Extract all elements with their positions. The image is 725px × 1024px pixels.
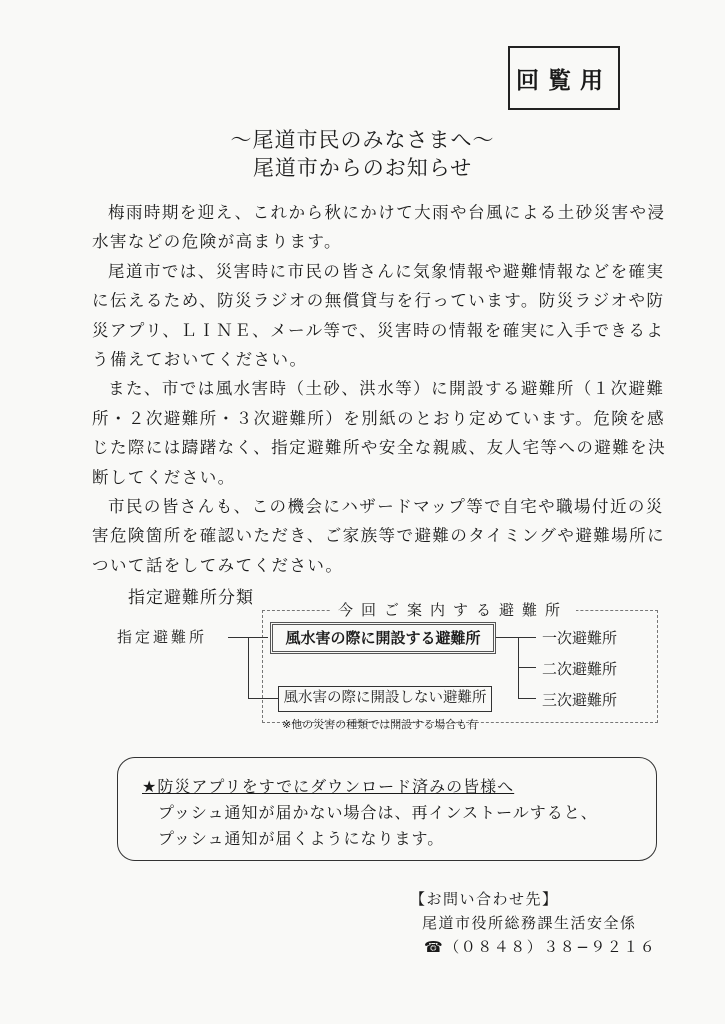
diagram-footnote: ※他の災害の種類では開設する場合も有: [282, 718, 479, 731]
phone-number: （０８４８）３８−９２１６: [444, 938, 657, 956]
paragraph-disaster-radio: [92, 257, 665, 375]
designated-shelter-label: 指定避難所: [117, 628, 208, 646]
app-notice-box: [117, 757, 657, 861]
current-shelters-banner: 今回ご案内する避難所: [330, 599, 576, 620]
body-text: [92, 198, 667, 580]
text-line: 所・２次避難所・３次避難所）を別紙のとおり定めています。危険を感: [92, 408, 666, 428]
text-line: 梅雨時期を迎え、これから秋にかけて大雨や台風による土砂災害や浸: [108, 203, 666, 222]
text-line: じた際には躊躇なく、指定避難所や安全な親戚、友人宅等への避難を決: [92, 438, 667, 458]
page-title-greeting: 〜尾道市民のみなさまへ〜: [230, 128, 495, 152]
open-shelter-box: [270, 622, 496, 654]
level-3-shelter: 三次避難所: [542, 691, 618, 709]
paragraph-hazard-map: [92, 492, 666, 580]
paragraph-evacuation-shelters: [92, 374, 667, 492]
text-line: ついて話をしてみてください。: [92, 555, 344, 575]
text-line: また、市では風水害時（土砂、洪水等）に開設する避難所（１次避難: [108, 379, 665, 399]
level-1-shelter: 一次避難所: [542, 629, 618, 647]
text-line: 市民の皆さんも、この機会にハザードマップ等で自宅や職場付近の災: [108, 497, 664, 517]
diagram-heading: 指定避難所分類: [128, 588, 254, 608]
text-line: 害危険箇所を確認いただき、ご家族等で避難のタイミングや避難場所に: [92, 526, 666, 546]
notice-line: プッシュ通知が届かない場合は、再インストールすると、: [158, 803, 598, 822]
connector-line: [518, 667, 536, 668]
connector-line: [518, 637, 519, 699]
open-shelter-label: 風水害の際に開設する避難所: [285, 629, 481, 647]
contact-phone: [424, 936, 656, 957]
contact-department: 尾道市役所総務課生活安全係: [422, 914, 637, 932]
connector-line: [248, 637, 249, 699]
connector-line: [496, 637, 536, 638]
text-line: 尾道市では、災害時に市民の皆さんに気象情報や避難情報などを確実: [108, 261, 665, 281]
phone-icon: ☎: [424, 938, 445, 956]
notice-line: プッシュ通知が届くようになります。: [158, 829, 445, 848]
closed-shelter-label: 風水害の際に開設しない避難所: [283, 690, 487, 706]
text-line: 水害などの危険が高まります。: [92, 232, 342, 252]
level-2-shelter: 二次避難所: [542, 660, 618, 678]
text-line: に伝えるため、防災ラジオの無償貸与を行っています。防災ラジオや防: [92, 291, 665, 311]
closed-shelter-box: [278, 686, 492, 712]
circulation-stamp: 回覧用: [508, 46, 620, 110]
text-line: う備えておいてください。: [92, 350, 308, 370]
contact-heading: 【お問い合わせ先】: [410, 890, 559, 908]
paragraph-rainy-season: [92, 198, 666, 257]
notice-title: ★防災アプリをすでにダウンロード済みの皆様へ: [142, 777, 515, 796]
page-title: 尾道市からのお知らせ: [252, 156, 473, 180]
connector-line: [518, 698, 536, 699]
text-line: 災アプリ、ＬＩＮＥ、メール等で、災害時の情報を確実に入手できるよ: [92, 320, 665, 340]
connector-line: [248, 698, 278, 699]
text-line: 断してください。: [92, 467, 236, 487]
